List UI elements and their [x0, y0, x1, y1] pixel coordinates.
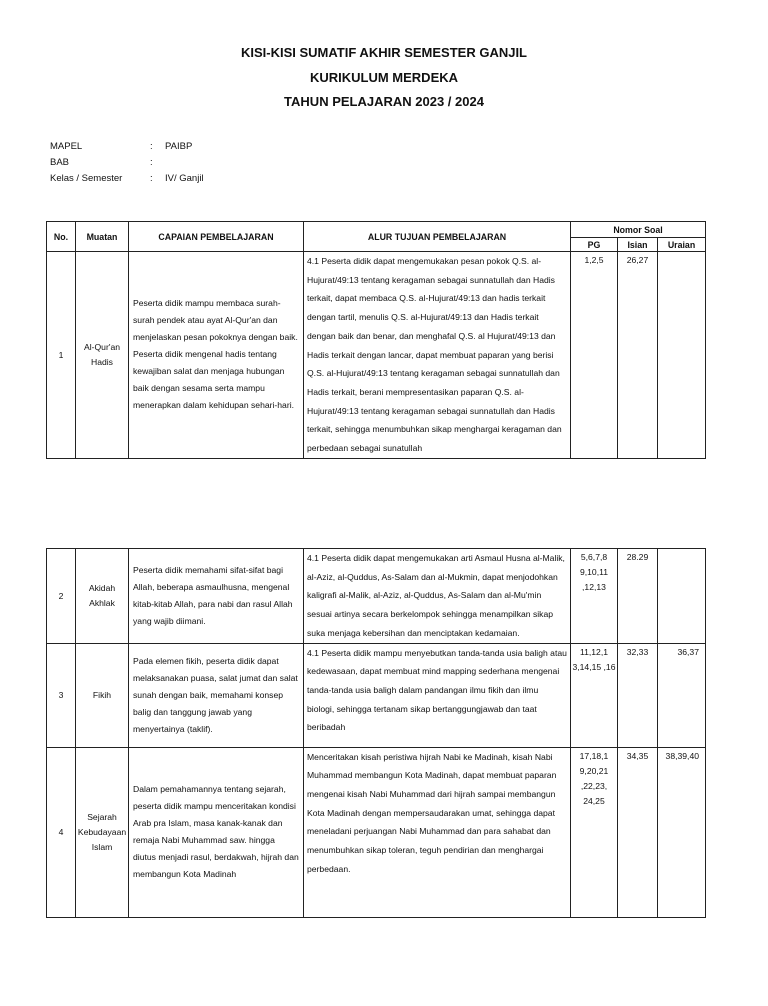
document-subtitle-year: TAHUN PELAJARAN 2023 / 2024 [284, 94, 484, 109]
row-uraian [658, 549, 706, 644]
meta-row-bab [50, 154, 204, 170]
header-isian: Isian [618, 238, 658, 252]
meta-info [50, 138, 204, 186]
row-isian: 34,35 [618, 747, 658, 917]
meta-label-mapel: MAPEL [50, 140, 83, 152]
meta-label-bab: BAB [50, 156, 70, 168]
row-uraian [658, 252, 706, 459]
row-number: 2 [47, 549, 76, 644]
row-capaian: Dalam pemahamannya tentang sejarah, peserta didik mampu menceritakan kondisi Arab pra Islam, masa kanak-kanak dan remaja Nabi Muhammad saw. hingga diutus menjadi rasul, berdakwah, hijrah dan membangun Kota Madinah [129, 747, 304, 917]
row-pg: 5,6,7,8 9,10,11 ,12,13 [571, 549, 618, 644]
meta-row-mapel [50, 138, 204, 154]
meta-colon: : [150, 140, 153, 152]
row-pg: 17,18,1 9,20,21 ,22,23, 24,25 [571, 747, 618, 917]
table-row [47, 747, 706, 917]
row-pg: 1,2,5 [571, 252, 618, 459]
row-alur-tujuan: 4.1 Peserta didik dapat mengemukakan pesan pokok Q.S. al-Hujurat/49:13 tentang keragaman sebagai sunnatullah dan Hadis terkait, dapat membaca Q.S. al-Hujurat/49:13 dan hadis terkait dengan tartil, menulis Q.S. al-Hujurat/49:13 dan Hadis terkait dengan baik dan benar, dan menghafal Q.S. al Hujurat/49:13 dan Hadis terkait dengan lancar, dapat membuat paparan yang berisi Q.S. al-Hujurat/49:13 tentang keragaman sebagai sunnatullah dan Hadis terkait, berani mempresentasikan paparan Q.S. al-Hujurat/49:13 tentang keragaman sebagai sunnatullah dan Hadis terkait, sehingga menumbuhkan sikap menghargai keragaman dan perbedaan sebagai sunatullah [304, 252, 571, 459]
table-row [47, 549, 706, 644]
header-uraian: Uraian [658, 238, 706, 252]
meta-label-kelas: Kelas / Semester [50, 172, 123, 184]
document-title: KISI-KISI SUMATIF AKHIR SEMESTER GANJIL [240, 45, 527, 60]
row-isian: 32,33 [618, 643, 658, 747]
header-muatan: Muatan [76, 222, 129, 252]
row-muatan: Akidah Akhlak [76, 549, 129, 644]
meta-colon: : [150, 172, 153, 184]
row-isian: 28.29 [618, 549, 658, 644]
table-header-row [47, 222, 706, 238]
row-uraian: 36,37 [658, 643, 706, 747]
kisi-kisi-table [46, 221, 706, 459]
table-row [47, 643, 706, 747]
kisi-kisi-table-continued [46, 548, 706, 918]
row-capaian: Peserta didik mampu membaca surah-surah pendek atau ayat Al-Qur'an dan menjelaskan pesan pokoknya dengan baik. Peserta didik mengenal hadis tentang kewajiban salat dan menjaga hubungan baik dengan sesama serta mampu menerapkan dalam kehidupan sehari-hari. [129, 252, 304, 459]
row-capaian: Peserta didik memahami sifat-sifat bagi Allah, beberapa asmaulhusna, mengenal kitab-kitab Allah, para nabi dan rasul Allah yang wajib diimani. [129, 549, 304, 644]
row-number: 4 [47, 747, 76, 917]
document-subtitle-curriculum: KURIKULUM MERDEKA [309, 70, 459, 85]
row-muatan: Sejarah Kebudayaan Islam [76, 747, 129, 917]
meta-value-mapel: PAIBP [165, 140, 193, 152]
row-capaian: Pada elemen fikih, peserta didik dapat melaksanakan puasa, salat jumat dan salat sunah dengan baik, memahami konsep balig dan tanggung jawab yang menyertainya (taklif). [129, 643, 304, 747]
row-muatan: Fikih [76, 643, 129, 747]
row-alur-tujuan: Menceritakan kisah peristiwa hijrah Nabi ke Madinah, kisah Nabi Muhammad membangun Kota Madinah, dapat membuat paparan mengenai kisah Nabi Muhammad dari hijrah sampai membangun Kota Madinah dengan mempersaudarakan umat, sehingga dapat meneladani perjuangan Nabi Muhammad dan para sahabat dan menumbuhkan sikap toleran, teguh pendirian dan menghargai perbedaan. [304, 747, 571, 917]
row-muatan: Al-Qur'an Hadis [76, 252, 129, 459]
row-number: 3 [47, 643, 76, 747]
meta-row-kelas [50, 170, 204, 186]
row-alur-tujuan: 4.1 Peserta didik mampu menyebutkan tanda-tanda usia baligh atau kedewasaan, dapat membuat mind mapping sederhana mengenai tanda-tanda usia baligh dalam pandangan ilmu fikih dan ilmu biologi, sehingga tertanam sikap bertanggungjawab dan taat beribadah [304, 643, 571, 747]
table-row [47, 252, 706, 459]
row-pg: 11,12,1 3,14,15 ,16 [571, 643, 618, 747]
row-uraian: 38,39,40 [658, 747, 706, 917]
meta-value-kelas: IV/ Ganjil [165, 172, 204, 184]
header-no: No. [47, 222, 76, 252]
header-nomor-soal: Nomor Soal [571, 222, 706, 238]
header-alur-tujuan-pembelajaran: ALUR TUJUAN PEMBELAJARAN [304, 222, 571, 252]
meta-colon: : [150, 156, 153, 168]
header-capaian-pembelajaran: CAPAIAN PEMBELAJARAN [129, 222, 304, 252]
row-number: 1 [47, 252, 76, 459]
header-pg: PG [571, 238, 618, 252]
row-isian: 26,27 [618, 252, 658, 459]
row-alur-tujuan: 4.1 Peserta didik dapat mengemukakan arti Asmaul Husna al-Malik, al-Aziz, al-Quddus, As-Salam dan al-Mukmin, dapat menjodohkan kaligrafi al-Malik, al-Aziz, al-Quddus, As-Salam dan al-Mu'min sesuai artinya secara berkelompok sehingga menampilkan sikap suka menjaga kebersihan dan menciptakan kedamaian. [304, 549, 571, 644]
